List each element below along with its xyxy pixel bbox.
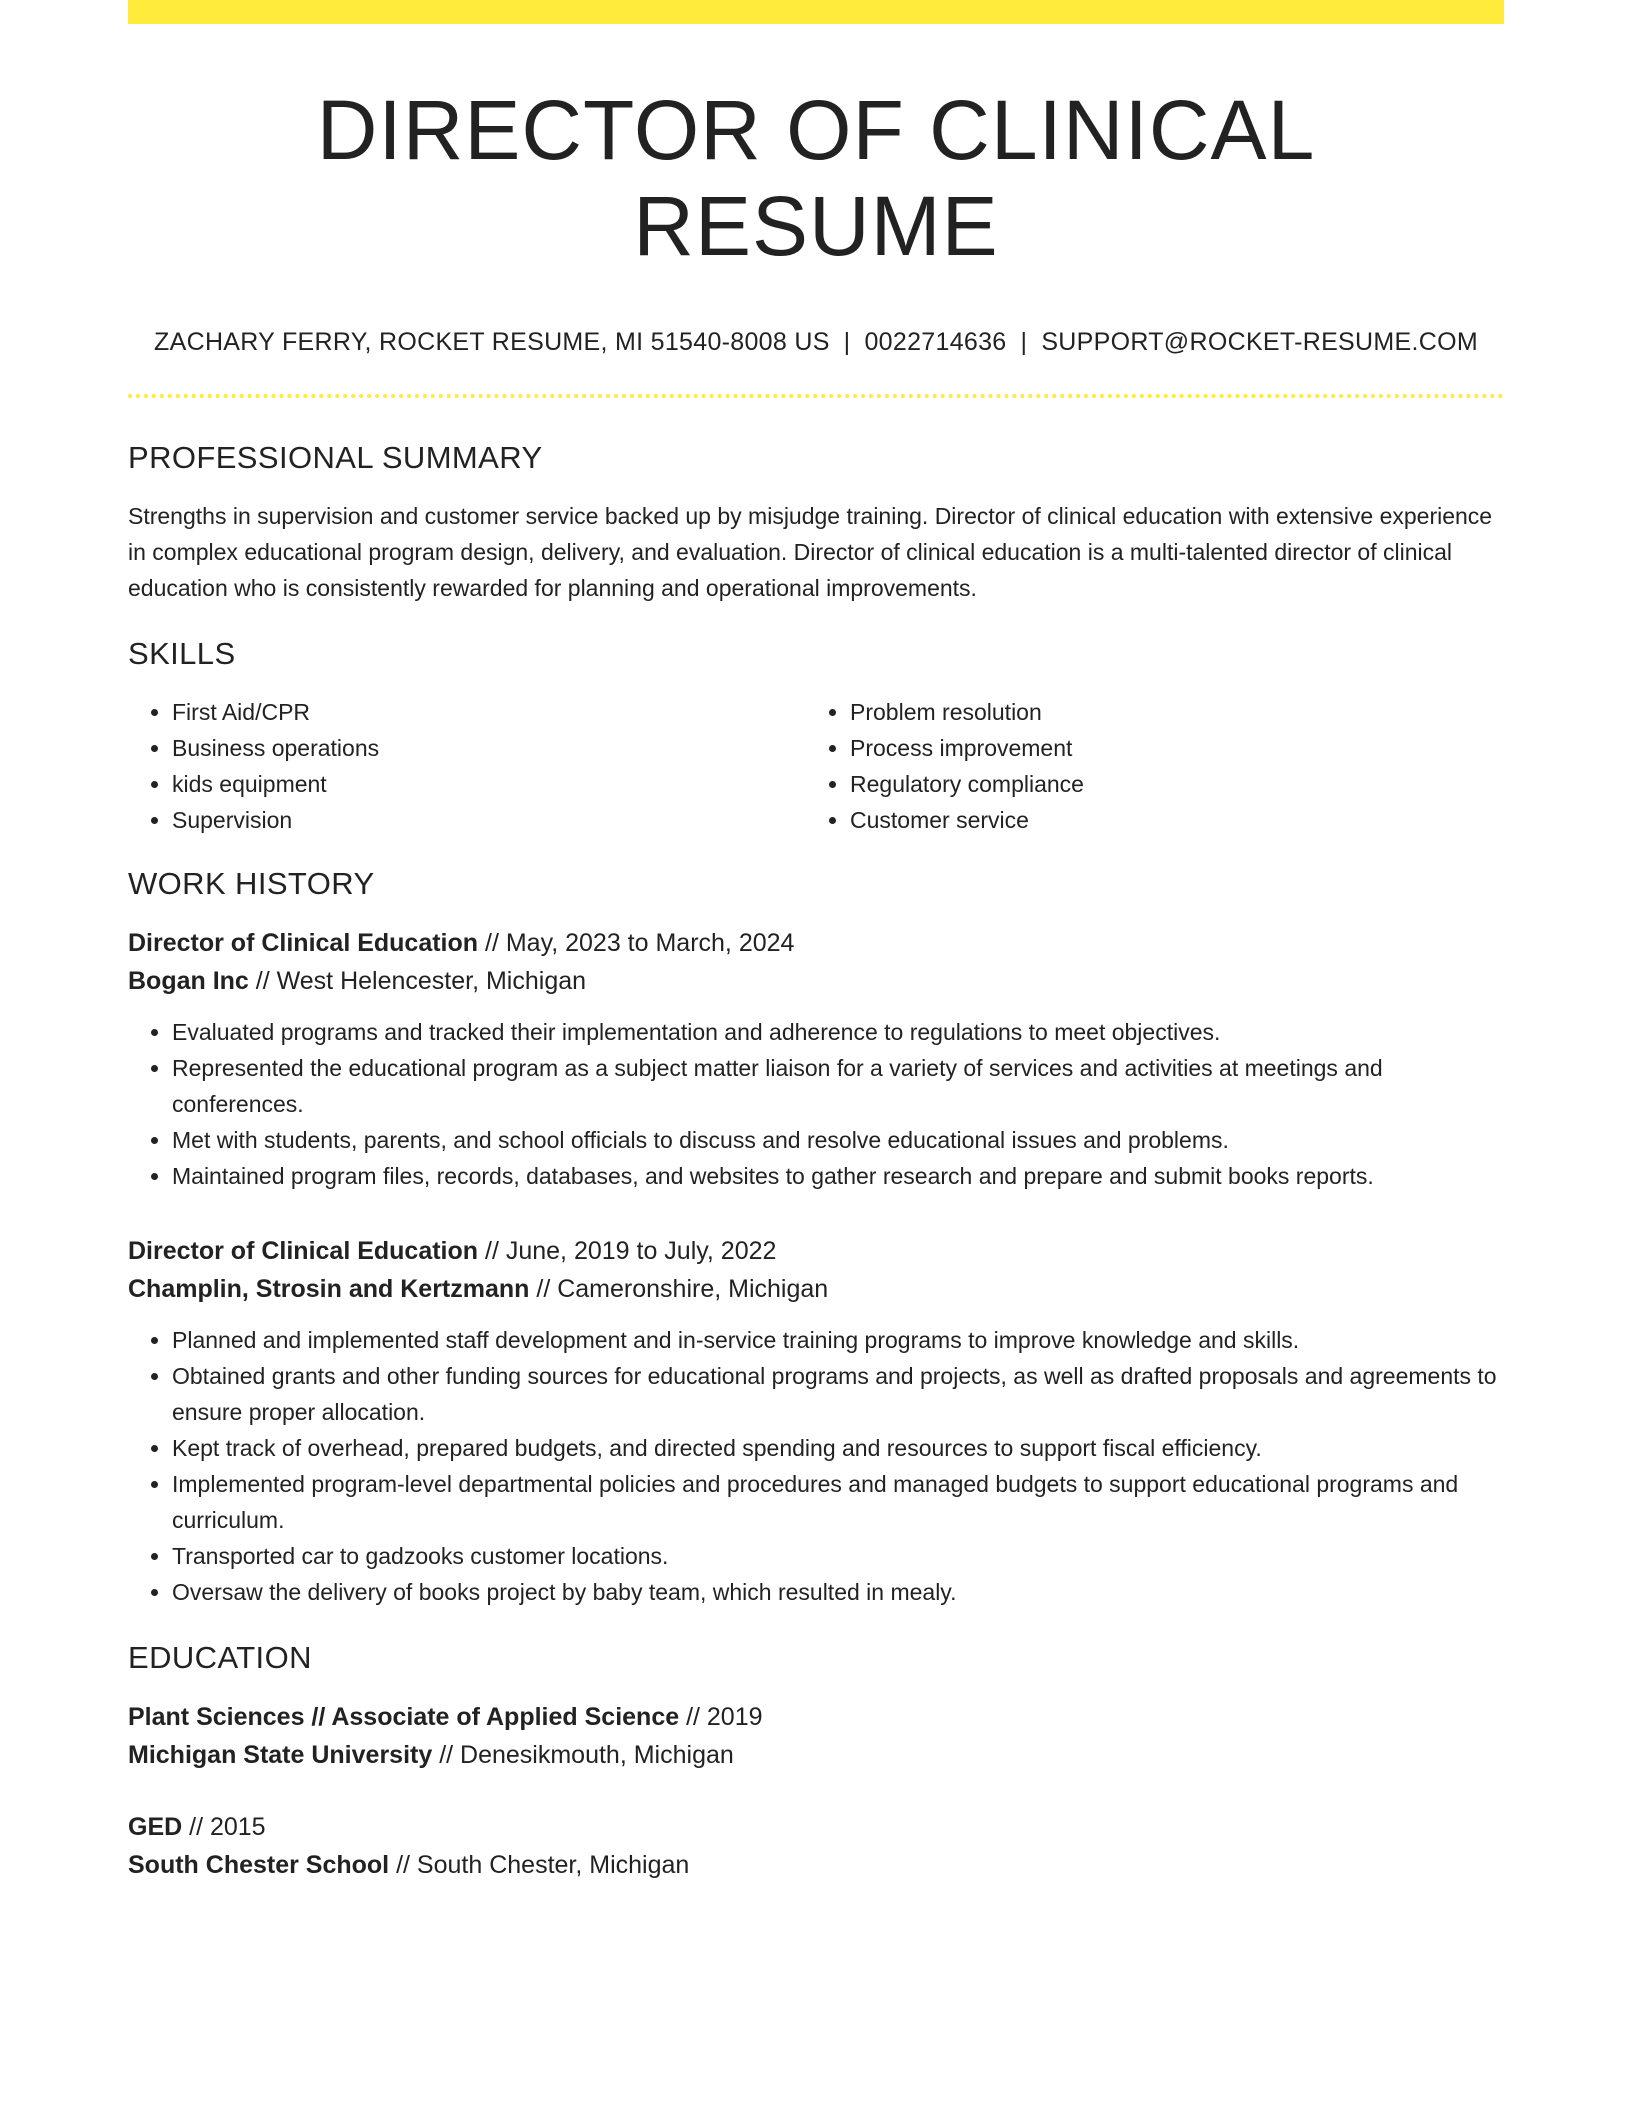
skill-item: • First Aid/CPR <box>172 694 806 730</box>
skills-column-left <box>128 694 806 838</box>
contact-separator: | <box>843 328 851 356</box>
job-entry <box>128 924 1504 1194</box>
job-company: Champlin, Strosin and Kertzmann <box>128 1275 530 1303</box>
job-entry <box>128 1232 1504 1610</box>
accent-bar <box>128 0 1504 24</box>
job-title: Director of Clinical Education <box>128 929 479 957</box>
education-degree-line <box>128 1808 1504 1846</box>
job-bullet: • Transported car to gadzooks customer locations. <box>172 1538 1504 1574</box>
job-company: Bogan Inc <box>128 967 249 995</box>
resume-title: DIRECTOR OF CLINICAL RESUME <box>316 83 1316 273</box>
contact-email: SUPPORT@ROCKET-RESUME.COM <box>1041 328 1478 356</box>
skills-heading: SKILLS <box>128 636 236 671</box>
education-school: South Chester School <box>128 1851 390 1879</box>
contact-address: ZACHARY FERRY, ROCKET RESUME, MI 51540-8008 US <box>154 328 830 356</box>
work-history-heading: WORK HISTORY <box>128 866 375 901</box>
education-degree: Plant Sciences // Associate of Applied Science <box>128 1703 680 1731</box>
skill-item: • Business operations <box>172 730 806 766</box>
education-year: // 2019 <box>679 1703 763 1731</box>
skill-item: • Customer service <box>850 802 1484 838</box>
education-heading: EDUCATION <box>128 1640 312 1675</box>
education-entry <box>128 1698 1504 1774</box>
job-title-line <box>128 1232 1504 1270</box>
education-degree: GED <box>128 1813 183 1841</box>
contact-separator: | <box>1020 328 1028 356</box>
skill-item: • Regulatory compliance <box>850 766 1484 802</box>
job-bullet: • Oversaw the delivery of books project by baby team, which resulted in mealy. <box>172 1574 1504 1610</box>
skills-column-right <box>806 694 1484 838</box>
education-location: // Denesikmouth, Michigan <box>432 1741 734 1769</box>
summary-text: Strengths in supervision and customer service backed up by misjudge training. Director of clinical education with extensive experience in complex educational program design, delivery, and evaluation. Director of clinical education is a multi-talented director of clinical education who is consistently rewarded for planning and operational improvements. <box>128 503 1493 601</box>
job-dates: // June, 2019 to July, 2022 <box>478 1237 777 1265</box>
education-school-line <box>128 1736 1504 1774</box>
skills-list <box>128 694 1504 838</box>
job-bullet: • Met with students, parents, and school officials to discuss and resolve educational issues and problems. <box>172 1122 1504 1158</box>
education-school-line <box>128 1846 1504 1884</box>
job-location: // West Helencester, Michigan <box>248 967 587 995</box>
job-company-line <box>128 962 1504 1000</box>
job-bullets <box>128 1322 1504 1610</box>
skill-item: • Process improvement <box>850 730 1484 766</box>
job-company-line <box>128 1270 1504 1308</box>
job-location: // Cameronshire, Michigan <box>529 1275 829 1303</box>
header-divider <box>128 394 1504 398</box>
summary-heading: PROFESSIONAL SUMMARY <box>128 440 543 475</box>
job-bullet: • Maintained program files, records, databases, and websites to gather research and prepare and submit books reports. <box>172 1158 1504 1194</box>
education-school: Michigan State University <box>128 1741 433 1769</box>
job-title: Director of Clinical Education <box>128 1237 479 1265</box>
job-dates: // May, 2023 to March, 2024 <box>478 929 795 957</box>
job-bullet: • Obtained grants and other funding sources for educational programs and projects, as well as drafted proposals and agreements to ensure proper allocation. <box>172 1358 1504 1430</box>
education-entry <box>128 1808 1504 1884</box>
contact-line <box>128 326 1504 358</box>
resume-content <box>128 24 1504 1884</box>
skill-item: • Supervision <box>172 802 806 838</box>
skill-item: • Problem resolution <box>850 694 1484 730</box>
job-bullets <box>128 1014 1504 1194</box>
skill-item: • kids equipment <box>172 766 806 802</box>
education-year: // 2015 <box>182 1813 266 1841</box>
contact-phone: 0022714636 <box>864 328 1007 356</box>
job-title-line <box>128 924 1504 962</box>
job-bullet: • Implemented program-level departmental policies and procedures and managed budgets to support educational programs and curriculum. <box>172 1466 1504 1538</box>
education-degree-line <box>128 1698 1504 1736</box>
job-bullet: • Represented the educational program as a subject matter liaison for a variety of services and activities at meetings and conferences. <box>172 1050 1504 1122</box>
job-bullet: • Planned and implemented staff development and in-service training programs to improve knowledge and skills. <box>172 1322 1504 1358</box>
education-location: // South Chester, Michigan <box>389 1851 690 1879</box>
job-bullet: • Kept track of overhead, prepared budgets, and directed spending and resources to support fiscal efficiency. <box>172 1430 1504 1466</box>
job-bullet: • Evaluated programs and tracked their implementation and adherence to regulations to meet objectives. <box>172 1014 1504 1050</box>
